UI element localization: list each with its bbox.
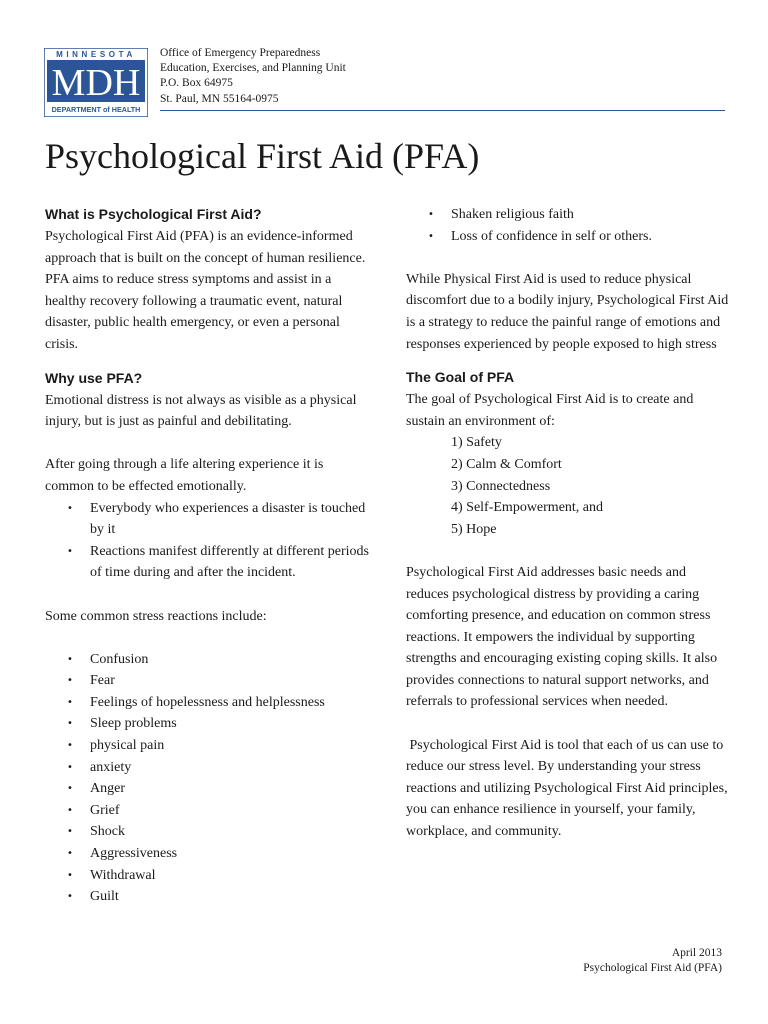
list-item: • anxiety (45, 757, 375, 779)
address-line: P.O. Box 64975 (160, 77, 233, 90)
list-item: • Feelings of hopelessness and helplessness (45, 692, 375, 714)
address-block (160, 46, 346, 107)
address-line: Office of Emergency Preparedness (160, 47, 321, 59)
page-title: Psychological First Aid (PFA) (45, 136, 480, 176)
footer-doc-title: Psychological First Aid (PFA) (583, 962, 722, 974)
list-item: • physical pain (45, 735, 375, 757)
after-body: After going through a life altering experience it is common to be effected emotionally. (45, 457, 324, 494)
list-item: • Reactions manifest differently at different periods of time during and after the incident. (45, 541, 375, 584)
compare-body: While Physical First Aid is used to reduce physical discomfort due to a bodily injury, Psychological First Aid is a strategy to reduce the painful range of emotions and responses experienced by people exposed to high stress (406, 271, 729, 352)
left-column (45, 204, 375, 908)
list-item: • Confusion (45, 649, 375, 671)
address-line: St. Paul, MN 55164-0975 (160, 92, 279, 105)
mdh-logo (44, 48, 148, 117)
goal-item: 1) Safety (451, 435, 502, 451)
list-item: • Anger (45, 778, 375, 800)
list-item: • Shaken religious faith (406, 204, 732, 226)
goal-item: 2) Calm & Comfort (451, 456, 562, 472)
why-body: Emotional distress is not always as visible as a physical injury, but is just as painful and debilitating. (45, 392, 357, 430)
goal-body: The goal of Psychological First Aid is to create and sustain an environment of: (406, 392, 694, 429)
list-item: • Shock (45, 821, 375, 843)
reactions-intro: Some common stress reactions include: (45, 608, 267, 624)
list-item: • Everybody who experiences a disaster is touched by it (45, 498, 375, 541)
addresses-body: Psychological First Aid addresses basic needs and reduces psychological distress by providing a caring comforting presence, and education on common stress reactions. It empowers the individual by supporting strengths and encouraging existing coping skills. It also provides connections to natural support networks, and referrals to professional services when needed. (406, 564, 718, 710)
goal-heading: The Goal of PFA (406, 369, 515, 386)
right-column (406, 204, 732, 843)
what-body: Psychological First Aid (PFA) is an evidence-informed approach that is built on the concept of human resilience. PFA aims to reduce stress symptoms and assist in a healthy recovery following a traumatic event, natural disaster, public health emergency, or even a personal crisis. (45, 229, 366, 352)
list-item: • Withdrawal (45, 865, 375, 887)
logo-main-text: MDH (51, 62, 141, 104)
address-line: Education, Exercises, and Planning Unit (160, 62, 346, 75)
logo-top-text: MINNESOTA (56, 50, 136, 59)
what-heading: What is Psychological First Aid? (45, 206, 262, 222)
header-rule (160, 110, 725, 111)
footer-date: April 2013 (671, 947, 722, 959)
tool-body: Psychological First Aid is tool that each of us can use to reduce our stress level. By understanding your stress reactions and utilizing Psychological First Aid principles, you can enhance resilience in yourself, your family, workplace, and community. (406, 737, 732, 840)
reactions-list (45, 649, 375, 908)
goals-list (406, 432, 732, 540)
after-bullets (45, 498, 375, 584)
list-item: • Sleep problems (45, 713, 375, 735)
list-item: • Loss of confidence in self or others. (406, 226, 732, 248)
footer (583, 946, 722, 976)
goal-item: 5) Hope (451, 521, 497, 537)
list-item: • Fear (45, 670, 375, 692)
reactions-list-continued (406, 204, 732, 247)
why-heading: Why use PFA? (45, 369, 143, 386)
goal-item: 3) Connectedness (451, 478, 551, 494)
list-item: • Guilt (45, 886, 375, 908)
list-item: • Aggressiveness (45, 843, 375, 865)
goal-item: 4) Self-Empowerment, and (451, 500, 604, 516)
logo-bottom-text: DEPARTMENT of HEALTH (51, 105, 141, 114)
list-item: • Grief (45, 800, 375, 822)
